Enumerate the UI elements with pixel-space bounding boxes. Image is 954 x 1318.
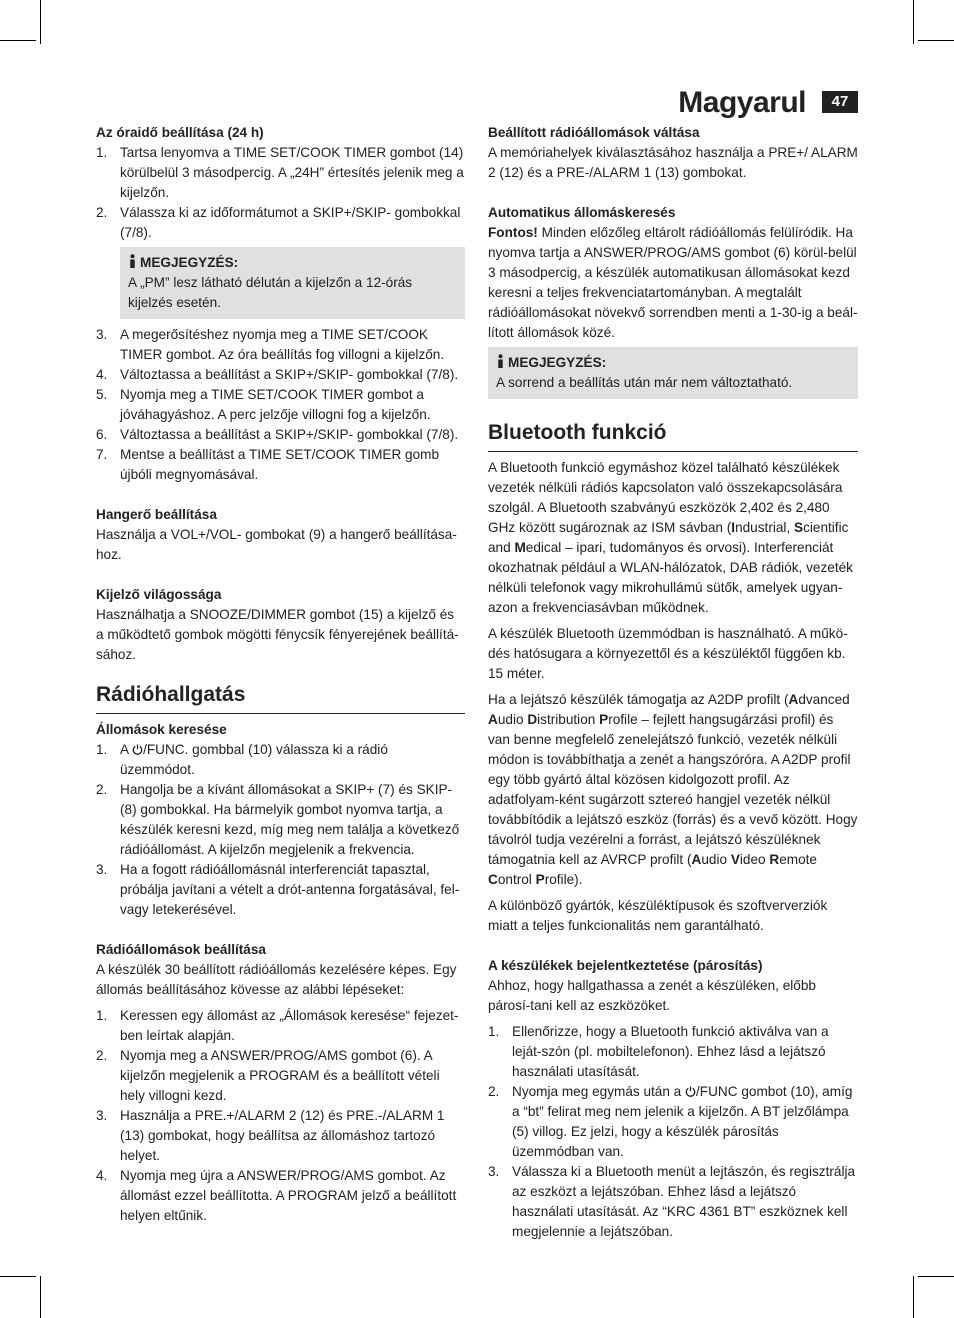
switch-text: A memóriahelyek kiválasztásához használja a PRE+/ ALARM 2 (12) és a PRE-/ALARM 1 (13) gombokat. [488, 145, 858, 180]
crop-mark [0, 1276, 36, 1277]
page-number: 47 [822, 91, 858, 113]
step-text: /FUNC. gombbal (10) válassza ki a rádió üzemmódot. [120, 742, 388, 777]
step-text-pre: Nyomja meg egymás után a [512, 1084, 686, 1099]
step-number: 3. [96, 862, 108, 877]
bluetooth-range-paragraph: A készülék Bluetooth üzemmódban is használható. A műkö-dés hatósugara a környezettől és a készüléktől függően kb. 15 méter. [488, 626, 848, 681]
step-text: A megerősítéshez nyomja meg a TIME SET/COOK TIMER gombot. Az óra beállítás fog villogni a kijelzőn. [120, 327, 445, 362]
power-icon [685, 1086, 696, 1097]
autosearch-body: Minden előzőleg eltárolt rádióállomás felülíródik. Ha nyomva tartja a ANSWER/PROG/AMS gombot (6) körül-belül 3 másodpercig, a készülék automatikusan állomásokat kezd keresni a teljes frekvenciatartományban. A megtalált rádióállomásokat növekvő sorrendben menti a 1-30-ig a beál-lított állomások közé. [488, 225, 858, 340]
crop-mark [913, 0, 914, 44]
step-number: 3. [96, 327, 108, 342]
list-item [96, 365, 465, 385]
station-search-title: Állomások keresése [96, 722, 227, 737]
step-text: Mentse a beállítást a TIME SET/COOK TIMER gomb újbóli megnyomásával. [120, 447, 440, 482]
list-item [488, 1082, 858, 1162]
bold-letter: A [488, 712, 498, 727]
bold-letter: C [488, 872, 498, 887]
step-text: Nyomja meg a TIME SET/COOK TIMER gombot a jóváhagyáshoz. A perc jelzője villogni fog a kijelzőn. [120, 387, 431, 422]
bold-letter: A [788, 692, 799, 707]
bold-letter: I [731, 520, 736, 535]
text-run: rofile). [544, 872, 583, 887]
text-run: rofile – fejlett hangsugárzási profil) és van benne megfelelő zenelejátszó funkció, vezeték nélküli módon is továbbíthatja a zenét a hangszóróra. A A2DP profil egy több gyártó által közösen kidolgozott profil. Az adatfolyam-ként sugárzott sztereó hangjel vezeték nélkül továbbítódik a lejátszó eszköz (forrás) és a vevő között. Hogy távolról tudja vezérelni a forrást, a lejátszó készüléknek támogatnia kell az AVRCP profilt ( [488, 712, 858, 867]
brightness-title: Kijelző világossága [96, 587, 222, 602]
bluetooth-heading: Bluetooth funkció [488, 419, 858, 452]
note-title: MEGJEGYZÉS: [140, 255, 239, 270]
text-run: istribution [537, 712, 600, 727]
list-item [96, 1106, 465, 1166]
bold-letter: M [514, 540, 526, 555]
a2dp-paragraph [488, 690, 858, 890]
autosearch-text [488, 223, 858, 343]
text-run: udio [497, 712, 528, 727]
list-item [96, 860, 465, 920]
note-box [488, 347, 858, 399]
list-item [96, 325, 465, 365]
step-number: 1. [96, 742, 108, 757]
crop-mark [40, 1276, 41, 1318]
list-item [96, 445, 465, 485]
list-item [96, 385, 465, 425]
note-heading [128, 253, 457, 273]
radio-heading: Rádióhallgatás [96, 681, 465, 714]
right-column [488, 123, 858, 1242]
text-run: A Bluetooth funkció egymáshoz közel található készülékek vezeték nélküli rádiós kapcsolaton való összekapcsolására szolgál. A Bluetooth szabványú eszközök 2,402 és 2,480 GHz között sugároznak az ISM sávban ( [488, 460, 843, 535]
step-text: Használja a PRE.+/ALARM 2 (12) és PRE.-/ALARM 1 (13) gombokat, hogy beállítsa az állomáshoz tartozó helyet. [120, 1108, 445, 1163]
crop-mark [913, 1276, 914, 1318]
brightness-text: Használhatja a SNOOZE/DIMMER gombot (15) a kijelző és a működtető gombok mögötti fénycsík fényerejének beállítá-sához. [96, 607, 459, 662]
step-number: 2. [96, 782, 108, 797]
bluetooth-paragraph [488, 458, 858, 618]
text-run: emote [779, 852, 817, 867]
list-item [96, 740, 465, 780]
crop-mark [918, 40, 954, 41]
clock-title: Az óraidő beállítása (24 h) [96, 125, 264, 140]
step-number: 2. [96, 205, 108, 220]
volume-text: Használja a VOL+/VOL- gombokat (9) a hangerő beállítása-hoz. [96, 527, 457, 562]
step-text: Ellenőrizze, hogy a Bluetooth funkció aktiválva van a leját-szón (pl. mobiltelefonon). Ehhez lásd a lejátszó használati utasítását. [512, 1024, 829, 1079]
power-icon [132, 744, 143, 755]
text-run: edical – ipari, tudományos és orvosi). Interferenciát okozhatnak például a WLAN-hálózatok, DAB rádiók, vezeték nélküli telefonok vagy mikrohullámú sütők, amelyek ugyan-azon a frekvenciasávban működnek. [488, 540, 853, 615]
list-item [96, 143, 465, 203]
step-text: Válassza ki az időformátumot a SKIP+/SKIP- gombokkal (7/8). [120, 205, 461, 240]
step-text: Változtassa a beállítást a SKIP+/SKIP- gombokkal (7/8). [120, 427, 459, 442]
info-icon [496, 354, 505, 369]
pairing-title: A készülékek bejelentkeztetése (párosítás) [488, 958, 763, 973]
list-item [96, 1166, 465, 1226]
crop-mark [40, 0, 41, 44]
preset-steps [96, 1006, 465, 1226]
crop-mark [918, 1276, 954, 1277]
list-item [488, 1022, 858, 1082]
text-run: ideo [739, 852, 770, 867]
switch-title: Beállított rádióállomások váltása [488, 125, 700, 140]
compatibility-paragraph: A különböző gyártók, készüléktípusok és szoftververziók miatt a teljes funkcionalitás nem garantálható. [488, 898, 828, 933]
list-item [488, 1162, 858, 1242]
note-title: MEGJEGYZÉS: [508, 355, 607, 370]
bold-letter: P [535, 872, 545, 887]
bold-letter: D [527, 712, 538, 727]
step-number: 6. [96, 427, 108, 442]
step-text-pre: A [120, 742, 133, 757]
autosearch-title: Automatikus állomáskeresés [488, 205, 676, 220]
step-text: Nyomja meg a ANSWER/PROG/AMS gombot (6). A kijelzőn megjelenik a PROGRAM és a beállított vételi hely villogni kezd. [120, 1048, 440, 1103]
pairing-intro: Ahhoz, hogy hallgathassa a zenét a készüléken, előbb párosí-tani kell az eszközöket. [488, 978, 816, 1013]
step-text: Ha a fogott rádióállomásnál interferenciát tapasztal, próbálja javítani a vételt a drót-antenna forgatásával, fel-vagy letekerésével. [120, 862, 460, 917]
step-number: 2. [488, 1084, 500, 1099]
list-item [96, 1046, 465, 1106]
note-text: A „PM” lesz látható délután a kijelzőn a 12-órás kijelzés esetén. [128, 275, 413, 310]
step-number: 1. [96, 1008, 108, 1023]
step-number: 4. [96, 1168, 108, 1183]
note-box [120, 247, 465, 319]
step-number: 7. [96, 447, 108, 462]
list-item [96, 780, 465, 860]
text-run: cientific and [488, 520, 849, 555]
clock-steps-b [96, 325, 465, 485]
list-item [96, 1006, 465, 1046]
preset-title: Rádióállomások beállítása [96, 942, 266, 957]
text-run: ndustrial, [735, 520, 794, 535]
bold-letter: P [599, 712, 609, 727]
bold-letter: S [794, 520, 804, 535]
list-item [96, 203, 465, 243]
step-number: 5. [96, 387, 108, 402]
preset-intro: A készülék 30 beállított rádióállomás kezelésére képes. Egy állomás beállításához kövesse az alábbi lépéseket: [96, 962, 457, 997]
text-run: ontrol [497, 872, 536, 887]
bold-letter: A [691, 852, 702, 867]
step-text: Keressen egy állomást az „Állomások keresése“ fejezet-ben leírtak alapján. [120, 1008, 459, 1043]
step-text: Hangolja be a kívánt állomásokat a SKIP+ (7) és SKIP- (8) gombokkal. Ha bármelyik gombot nyomva tartja, a készülék keresni kezd, míg meg nem találja a következő rádióállomást. A kijelzőn megjelenik a frekvencia. [120, 782, 460, 857]
language-title: Magyarul [678, 86, 806, 119]
step-number: 1. [96, 145, 108, 160]
step-text: Tartsa lenyomva a TIME SET/COOK TIMER gombot (14) körülbelül 3 másodpercig. A „24H” értesítés jelenik meg a kijelzőn. [120, 145, 464, 200]
step-text: Válassza ki a Bluetooth menüt a lejtászón, és regisztrálja az eszközt a lejátszóban. Ehhez lásd a lejátszó használati utasítását. Az “KRC 4361 BT” eszköznek kell megjelennie a lejátszóban. [512, 1164, 856, 1239]
crop-mark [0, 40, 36, 41]
text-run: udio [701, 852, 731, 867]
list-item [96, 425, 465, 445]
text-run: dvanced [798, 692, 850, 707]
pairing-steps [488, 1022, 858, 1242]
step-text: Nyomja meg újra a ANSWER/PROG/AMS gombot. Az állomást ezzel beállította. A PROGRAM jelző a beállított helyen eltűnik. [120, 1168, 457, 1223]
left-column [96, 123, 465, 1226]
step-number: 1. [488, 1024, 500, 1039]
step-number: 3. [96, 1108, 108, 1123]
step-number: 2. [96, 1048, 108, 1063]
step-text: /FUNC gombot (10), amíg a “bt” felirat meg nem jelenik a kijelzőn. A BT jelzőlámpa (5) villog. Ez jelzi, hogy a készülék párosítás üzemmódban van. [512, 1084, 853, 1159]
volume-title: Hangerő beállítása [96, 507, 217, 522]
info-icon [128, 254, 137, 269]
clock-steps-a [96, 143, 465, 243]
step-number: 4. [96, 367, 108, 382]
bold-letter: V [730, 852, 740, 867]
note-heading [496, 353, 850, 373]
note-text: A sorrend a beállítás után már nem változtatható. [496, 375, 793, 390]
step-text: Változtassa a beállítást a SKIP+/SKIP- gombokkal (7/8). [120, 367, 459, 382]
important-label: Fontos! [488, 225, 538, 240]
text-run: Ha a lejátszó készülék támogatja az A2DP profilt ( [488, 692, 789, 707]
bold-letter: R [769, 852, 780, 867]
step-number: 3. [488, 1164, 500, 1179]
station-search-steps [96, 740, 465, 920]
